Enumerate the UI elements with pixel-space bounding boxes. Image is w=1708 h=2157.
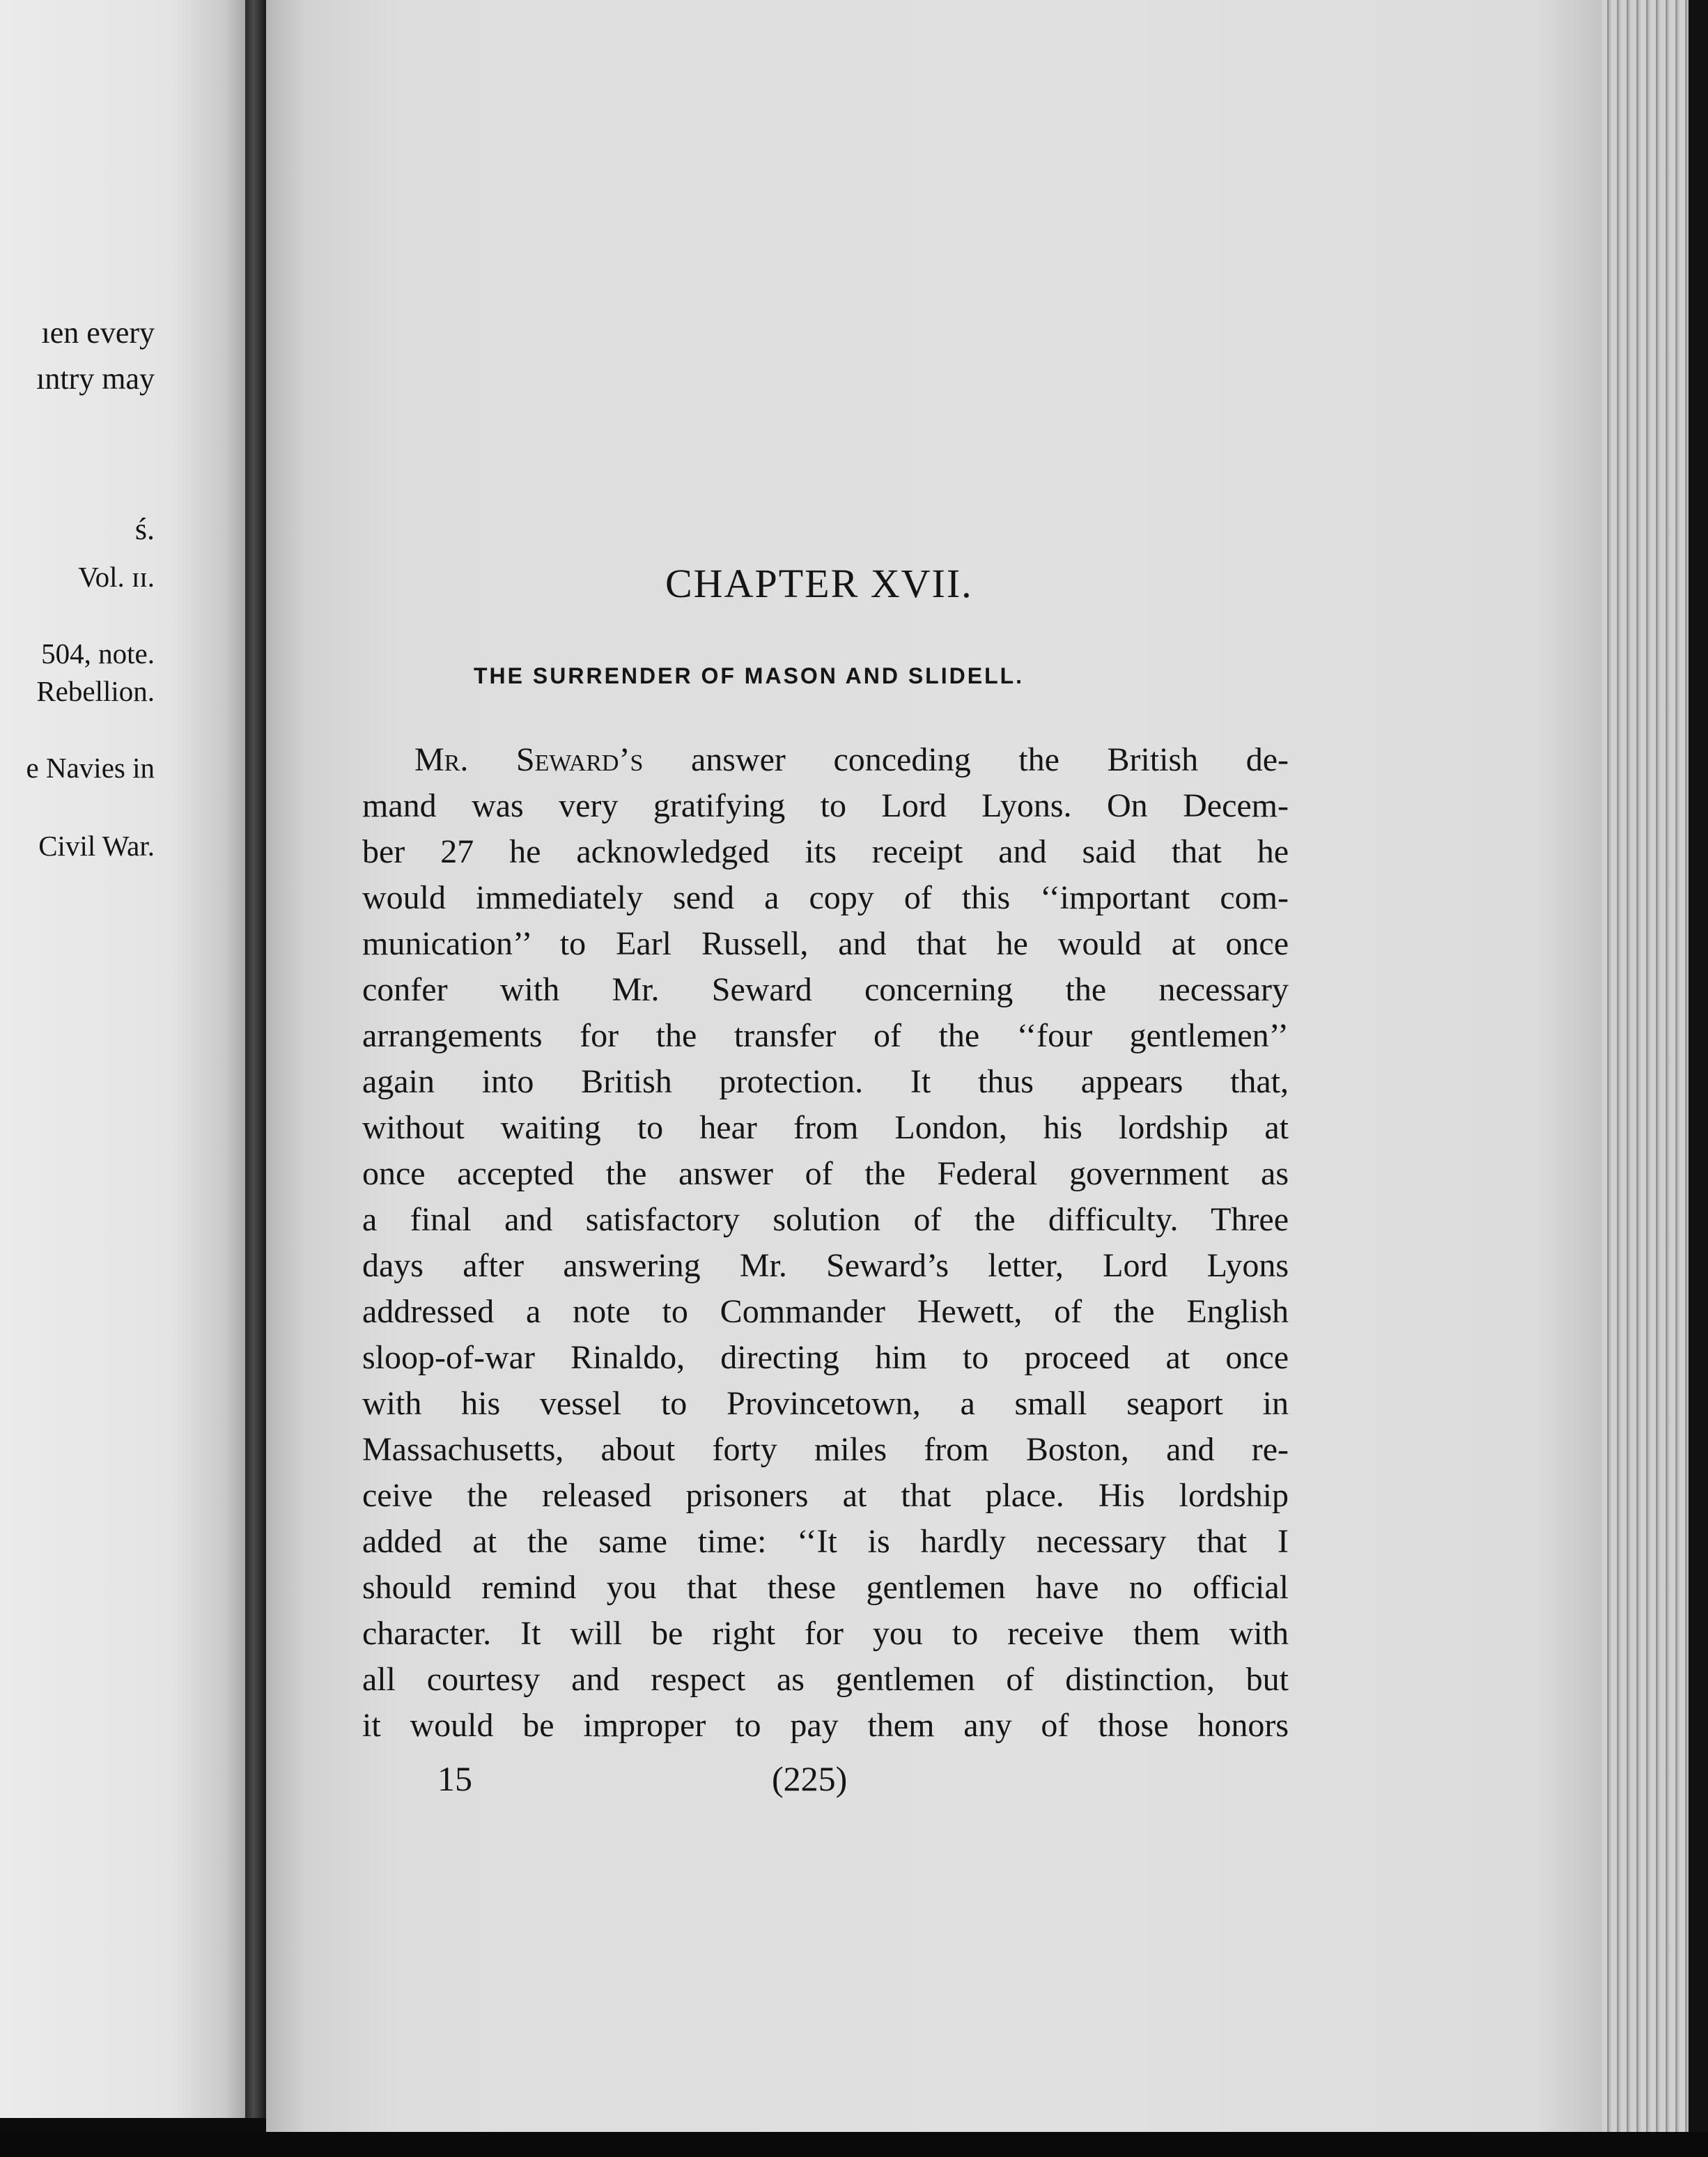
- signature-mark: 15: [437, 1759, 472, 1798]
- text-line: all courtesy and respect as gentlemen of distinction, but: [362, 1661, 1289, 1698]
- text-line: mand was very gratifying to Lord Lyons. On Decem-: [362, 787, 1289, 824]
- body-text: [362, 737, 1289, 1749]
- text-line: with his vessel to Provincetown, a small seaport in: [362, 1385, 1289, 1422]
- scan-bottom-border: [0, 2132, 1708, 2157]
- text-line: ber 27 he acknowledged its receipt and said that he: [362, 833, 1289, 870]
- scan-border: [1688, 0, 1708, 2157]
- text-line: arrangements for the transfer of the ‘‘four gentlemen’’: [362, 1017, 1289, 1054]
- text-line: Massachusetts, about forty miles from Boston, and re-: [362, 1431, 1289, 1468]
- chapter-title: CHAPTER XVII.: [665, 561, 973, 606]
- facing-page-line: ıntry may: [36, 362, 155, 396]
- text-line: munication’’ to Earl Russell, and that he would at once: [362, 925, 1289, 962]
- facing-page-line: 504, note.: [41, 637, 155, 670]
- facing-page-line: ıen every: [41, 316, 155, 350]
- chapter-subtitle: THE SURRENDER OF MASON AND SLIDELL.: [474, 663, 1025, 688]
- text-line: added at the same time: ‘‘It is hardly necessary that I: [362, 1523, 1289, 1560]
- text-line: confer with Mr. Seward concerning the necessary: [362, 971, 1289, 1008]
- opening-small-caps: Mr. Seward’s: [414, 741, 644, 778]
- text-line: should remind you that these gentlemen have no official: [362, 1569, 1289, 1606]
- text-line: addressed a note to Commander Hewett, of the English: [362, 1293, 1289, 1330]
- text-line: a final and satisfactory solution of the difficulty. Three: [362, 1201, 1289, 1238]
- text-line: would immediately send a copy of this ‘‘important com-: [362, 879, 1289, 916]
- book-gutter: [245, 0, 266, 2118]
- text-line: [362, 737, 1289, 783]
- text-line: sloop-of-war Rinaldo, directing him to proceed at once: [362, 1339, 1289, 1376]
- text-line: without waiting to hear from London, his lordship at: [362, 1109, 1289, 1146]
- page-edges: [1602, 0, 1708, 2157]
- text-line-rest: answer conceding the British de-: [643, 741, 1289, 778]
- text-line: again into British protection. It thus appears that,: [362, 1063, 1289, 1100]
- facing-page-line: e Navies in: [26, 752, 155, 784]
- facing-page: [0, 0, 245, 2118]
- facing-page-line: ś.: [134, 512, 155, 546]
- text-line: character. It will be right for you to receive them with: [362, 1615, 1289, 1652]
- text-line: it would be improper to pay them any of those honors: [362, 1707, 1289, 1744]
- facing-page-line: Rebellion.: [36, 675, 155, 707]
- page-number: (225): [772, 1759, 848, 1798]
- facing-page-line: Vol. ɪɪ.: [78, 561, 155, 593]
- facing-page-line: Civil War.: [38, 830, 155, 862]
- text-line: once accepted the answer of the Federal government as: [362, 1155, 1289, 1192]
- text-line: ceive the released prisoners at that place. His lordship: [362, 1477, 1289, 1514]
- text-line: days after answering Mr. Seward’s letter, Lord Lyons: [362, 1247, 1289, 1284]
